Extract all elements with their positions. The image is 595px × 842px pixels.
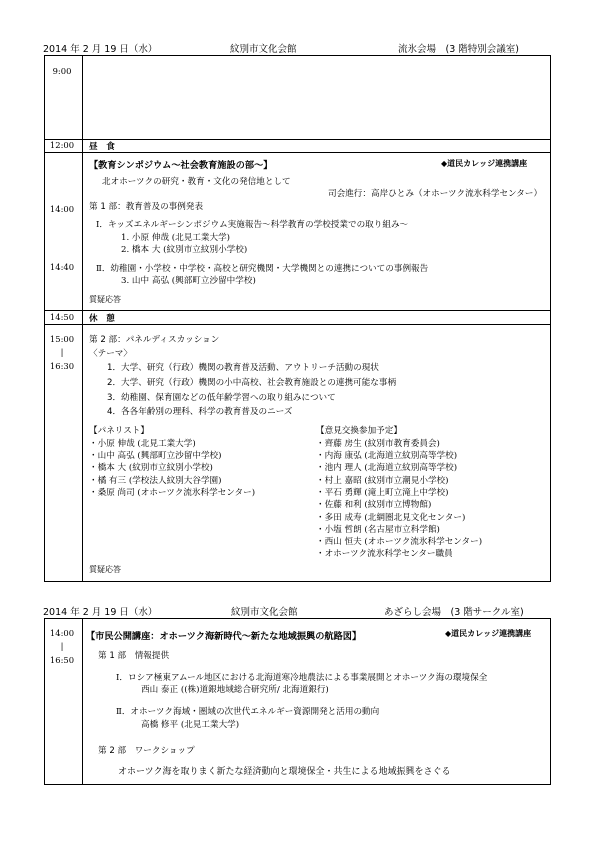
schedule-table-1 [44, 55, 551, 582]
qa-label: 質疑応答 [89, 565, 121, 574]
qa-label: 質疑応答 [89, 295, 121, 304]
participant: ・オホーツク流氷科学センター職員 [316, 549, 453, 559]
presenter: 2. 橋本 大 (紋別市立紋別小学校) [121, 245, 248, 255]
report-ii-title: Ⅱ．幼稚園・小学校・中学校・高校と研究機関・大学機関との連携についての事例報告 [96, 264, 429, 274]
participant: ・佐藤 和利 (紋別市立博物館) [316, 500, 432, 510]
participant: ・齊藤 房生 (紋別市教育委員会) [316, 439, 440, 449]
panelist-heading: 【パネリスト】 [89, 426, 149, 436]
time-label: 16:30 [49, 361, 75, 371]
presenter: 3. 山中 高弘 (興部町立沙留中学校) [121, 276, 256, 286]
panelist: ・橘 有三 (学校法人紋別大谷学園) [89, 476, 222, 486]
time-label: 14:40 [49, 262, 75, 272]
theme-item: 1．大学、研究（行政）機関の教育普及活動、アウトリーチ活動の現状 [107, 363, 379, 373]
theme-heading: 〈テーマ〉 [89, 349, 132, 359]
time-separator: | [60, 641, 64, 651]
schedule-table-2 [44, 618, 551, 785]
workshop-theme: オホーツク海を取りまく新たな経済動向と環境保全・共生による地域振興をさぐる [118, 767, 451, 777]
part2-heading: 第 2 部：パネルディスカッション [89, 335, 220, 345]
college-badge: ◆道民カレッジ連携講座 [441, 159, 528, 168]
schedule-date: 2014 年 2 月 19 日（水） [43, 44, 158, 55]
topic-i: Ⅰ．ロシア極東アムール地区における北海道寒冷地農法による事業展開とオホーツク海の環境保全 [116, 673, 488, 683]
panelist: ・橋本 大 (紋別市立紋別小学校) [89, 463, 213, 473]
venue-room: 流氷会場 (3 階特別会議室) [398, 44, 519, 55]
time-separator: | [60, 347, 64, 357]
time-label: 14:50 [49, 312, 75, 322]
presenter: 1. 小原 伸哉 (北見工業大学) [121, 233, 231, 243]
theme-item: 4．各各年齢別の理科、科学の教育普及のニーズ [107, 407, 293, 417]
venue-room: あざらし会場 (3 階サークル室) [384, 607, 524, 618]
participant: ・村上 嘉昭 (紋別市立潮見小学校) [316, 476, 449, 486]
participant: ・平石 勇輝 (滝上町立滝上中学校) [316, 488, 449, 498]
moderator: 司会進行：高岸ひとみ（オホーツク流氷科学センター） [328, 189, 543, 199]
time-label: 15:00 [49, 334, 75, 344]
speaker: 西山 泰正 ((株)道銀地域総合研究所/ 北海道銀行) [141, 685, 329, 695]
lecture-title: 【市民公開講座：オホーツク海新時代～新たな地域振興の航路図】 [86, 631, 362, 642]
lunch-label: 昼 食 [89, 142, 115, 152]
part2-heading: 第 2 部 ワークショップ [98, 746, 195, 756]
panelist: ・小原 伸哉 (北見工業大学) [89, 439, 196, 449]
speaker: 高橋 修平 (北見工業大学) [141, 720, 240, 730]
participant: ・池内 理人 (北海道立紋別高等学校) [316, 463, 458, 473]
time-label: 14:00 [49, 628, 75, 638]
schedule-date: 2014 年 2 月 19 日（水） [43, 607, 158, 618]
participant: ・小塩 哲朗 (名古屋市立科学館) [316, 525, 440, 535]
participant: ・多田 成寿 (北網圏北見文化センター) [316, 513, 466, 523]
participant: ・内海 康弘 (北海道立紋別高等学校) [316, 451, 458, 461]
part1-heading: 第 1 部：教育普及の事例発表 [89, 202, 204, 212]
opinion-heading: 【意見交換参加予定】 [316, 426, 402, 436]
venue-hall: 紋別市文化会館 [230, 44, 297, 55]
panelist: ・山中 高弘 (興部町立沙留中学校) [89, 451, 222, 461]
time-label: 14:00 [49, 204, 75, 214]
theme-item: 2．大学、研究（行政）機関の小中高校、社会教育施設との連携可能な事柄 [107, 378, 397, 388]
venue-hall: 紋別市文化会館 [231, 607, 298, 618]
symposium-subtitle: 北オホーツクの研究・教育・文化の発信地として [102, 177, 291, 187]
college-badge: ◆道民カレッジ連携講座 [445, 629, 532, 638]
topic-ii: Ⅱ．オホーツク海域・圏域の次世代エネルギー資源開発と活用の動向 [116, 707, 380, 717]
time-label: 12:00 [49, 140, 75, 150]
participant: ・西山 恒夫 (オホーツク流氷科学センター) [316, 537, 483, 547]
symposium-title: 【教育シンポジウム～社会教育施設の部～】 [89, 160, 273, 171]
break-label: 休 憩 [89, 314, 115, 324]
theme-item: 3．幼稚園、保育園などの低年齢学習への取り組みについて [107, 393, 336, 403]
part1-heading: 第 1 部 情報提供 [98, 651, 170, 661]
report-i-title: Ⅰ．キッズエネルギーシンポジウム実施報告～科学教育の学校授業での取り組み～ [96, 220, 409, 230]
time-label: 9:00 [52, 66, 72, 76]
time-label: 16:50 [49, 655, 75, 665]
panelist: ・桑原 尚司 (オホーツク流氷科学センター) [89, 488, 256, 498]
